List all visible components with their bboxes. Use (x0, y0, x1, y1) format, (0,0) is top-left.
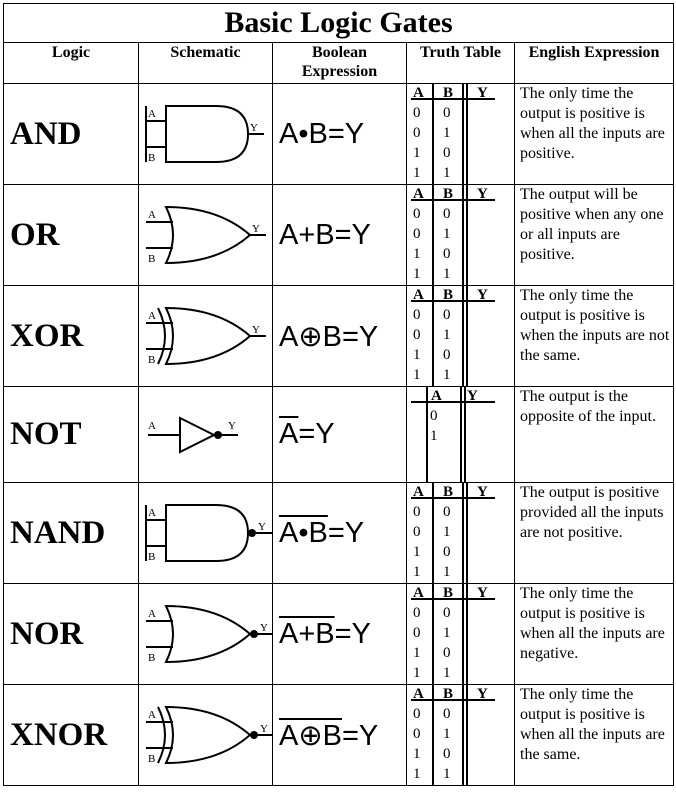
truth-cell-a: 0 (413, 726, 421, 742)
truth-cell-b: 0 (443, 145, 451, 161)
pin-label-a: A (147, 209, 156, 221)
truth-cell-a: 1 (413, 246, 421, 262)
truth-table-cell (407, 685, 515, 786)
truth-cell-a: 0 (413, 524, 421, 540)
pin-label-b: B (147, 551, 155, 563)
truth-cell-b: 1 (443, 125, 451, 141)
gate-name: OR (4, 185, 139, 286)
english-expression: The only time the output is positive is when the inputs are not the same. (515, 286, 674, 387)
truth-col-a: A (413, 686, 424, 702)
gate-row-and (4, 84, 674, 185)
boolean-expression (273, 584, 407, 685)
truth-col-a: A (431, 388, 442, 404)
truth-cell-b: 1 (443, 726, 451, 742)
pin-label-a: A (147, 608, 156, 620)
gate-schematic (139, 387, 273, 483)
english-expression: The output is positive provided all the inputs are not positive. (515, 483, 674, 584)
nand-gate-symbol (140, 492, 272, 574)
truth-table-cell (407, 185, 515, 286)
gate-row-nor (4, 584, 674, 685)
truth-col-a: A (413, 186, 424, 202)
xor-truth-table (407, 286, 514, 386)
xnor-truth-table (407, 685, 514, 785)
header-logic: Logic (4, 43, 139, 84)
header-boolean-expression: Boolean Expression (273, 43, 407, 84)
pin-label-b: B (147, 652, 155, 664)
truth-cell-b: 0 (443, 605, 451, 621)
truth-cell-a: 1 (430, 428, 438, 444)
gate-schematic (139, 286, 273, 387)
truth-cell-a: 1 (413, 367, 421, 383)
inversion-bubble (250, 630, 258, 638)
english-expression: The output is the opposite of the input. (515, 387, 674, 483)
truth-cell-a: 0 (413, 226, 421, 242)
pin-label-a: A (147, 310, 156, 322)
english-expression: The only time the output is positive is when all the inputs are positive. (515, 84, 674, 185)
truth-cell-a: 0 (413, 307, 421, 323)
sheet-title: Basic Logic Gates (4, 4, 674, 43)
truth-cell-a: 0 (413, 206, 421, 222)
truth-col-a: A (413, 287, 424, 303)
pin-label-y: Y (227, 419, 236, 432)
truth-col-b: B (443, 287, 454, 303)
gate-schematic (139, 84, 273, 185)
gate-schematic (139, 185, 273, 286)
english-expression: The only time the output is positive is when all the inputs are the same. (515, 685, 674, 786)
boolean-expression (273, 84, 407, 185)
boolean-expression (273, 483, 407, 584)
truth-cell-b: 0 (443, 246, 451, 262)
truth-cell-a: 1 (413, 347, 421, 363)
header-english-expression: English Expression (515, 43, 674, 84)
truth-cell-b: 1 (443, 665, 451, 681)
gate-row-nand (4, 483, 674, 584)
truth-cell-a: 0 (413, 706, 421, 722)
truth-cell-b: 0 (443, 746, 451, 762)
truth-cell-b: 0 (443, 706, 451, 722)
truth-cell-b: 0 (443, 645, 451, 661)
truth-col-y: Y (477, 585, 488, 601)
not-gate-symbol (140, 394, 272, 476)
truth-cell-a: 0 (413, 327, 421, 343)
truth-col-b: B (443, 686, 454, 702)
logic-gates-table (3, 3, 674, 786)
truth-table-cell (407, 483, 515, 584)
truth-cell-b: 1 (443, 766, 451, 782)
gate-name: NAND (4, 483, 139, 584)
truth-table-cell (407, 84, 515, 185)
truth-cell-b: 1 (443, 564, 451, 580)
or-gate-symbol (140, 194, 272, 276)
truth-cell-a: 1 (413, 165, 421, 181)
truth-table-cell (407, 584, 515, 685)
expression-post: =Y (298, 418, 335, 450)
truth-cell-a: 0 (413, 105, 421, 121)
truth-col-y: Y (477, 186, 488, 202)
truth-cell-b: 1 (443, 327, 451, 343)
nor-gate-symbol (140, 593, 272, 675)
expression-pre: A•B (279, 117, 328, 150)
expression-post: =Y (341, 719, 379, 752)
truth-cell-a: 0 (413, 125, 421, 141)
truth-cell-b: 0 (443, 105, 451, 121)
truth-cell-b: 0 (443, 307, 451, 323)
truth-cell-a: 0 (413, 625, 421, 641)
header-schematic: Schematic (139, 43, 273, 84)
nand-truth-table (407, 483, 514, 583)
truth-cell-b: 1 (443, 367, 451, 383)
expression-post: =Y (327, 117, 365, 150)
truth-col-y: Y (477, 484, 488, 500)
gate-name: XNOR (4, 685, 139, 786)
pin-label-a: A (147, 419, 156, 432)
pin-label-y: Y (249, 122, 258, 134)
expression-pre: A⊕B (279, 320, 342, 353)
truth-cell-a: 0 (413, 605, 421, 621)
truth-col-y: Y (477, 85, 488, 101)
xnor-gate-symbol (140, 694, 272, 776)
truth-cell-a: 0 (413, 504, 421, 520)
pin-label-y: Y (257, 521, 266, 533)
pin-label-y: Y (259, 723, 268, 735)
truth-col-b: B (443, 186, 454, 202)
gate-schematic (139, 685, 273, 786)
expression-post: =Y (327, 516, 365, 549)
truth-col-a: A (413, 585, 424, 601)
truth-cell-b: 1 (443, 625, 451, 641)
truth-cell-a: 1 (413, 746, 421, 762)
gate-name: NOT (4, 387, 139, 483)
expression-post: =Y (341, 320, 379, 353)
truth-cell-b: 1 (443, 226, 451, 242)
expression-over: A⊕B (279, 719, 342, 752)
truth-cell-b: 1 (443, 165, 451, 181)
truth-cell-b: 0 (443, 504, 451, 520)
truth-col-y: Y (477, 287, 488, 303)
pin-label-a: A (147, 709, 156, 721)
pin-label-a: A (147, 507, 156, 519)
pin-label-y: Y (251, 223, 260, 235)
truth-cell-a: 1 (413, 645, 421, 661)
boolean-expression (273, 685, 407, 786)
truth-col-y: Y (477, 686, 488, 702)
and-gate-symbol (140, 93, 272, 175)
truth-cell-a: 1 (413, 145, 421, 161)
expression-over: A•B (279, 516, 328, 549)
gate-row-not (4, 387, 674, 483)
xor-gate-symbol (140, 295, 272, 377)
expression-pre: A+B (279, 218, 335, 251)
pin-label-b: B (147, 354, 155, 366)
truth-col-a: A (413, 85, 424, 101)
and-truth-table (407, 84, 514, 184)
truth-col-b: B (443, 585, 454, 601)
truth-cell-a: 1 (413, 665, 421, 681)
truth-cell-a: 0 (430, 408, 438, 424)
boolean-expression (273, 286, 407, 387)
header-truth-table: Truth Table (407, 43, 515, 84)
truth-cell-b: 0 (443, 206, 451, 222)
gate-row-xor (4, 286, 674, 387)
truth-table-cell (407, 286, 515, 387)
gate-name: NOR (4, 584, 139, 685)
inversion-bubble (250, 731, 258, 739)
logic-gates-sheet (3, 3, 673, 790)
truth-cell-a: 1 (413, 266, 421, 282)
truth-table-cell (407, 387, 515, 483)
nor-truth-table (407, 584, 514, 684)
or-truth-table (407, 185, 514, 285)
gate-name: XOR (4, 286, 139, 387)
pin-label-b: B (147, 253, 155, 265)
pin-label-y: Y (259, 622, 268, 634)
gate-name: AND (4, 84, 139, 185)
expression-over: $\overline{A}$ (279, 418, 299, 450)
inversion-bubble (214, 431, 222, 439)
truth-col-y: Y (467, 388, 478, 404)
expression-over: A+B (279, 617, 335, 650)
gate-row-xnor (4, 685, 674, 786)
english-expression: The output will be positive when any one or all inputs are positive. (515, 185, 674, 286)
truth-cell-b: 1 (443, 266, 451, 282)
boolean-expression (273, 185, 407, 286)
truth-col-a: A (413, 484, 424, 500)
not-truth-table (407, 387, 514, 482)
english-expression: The only time the output is positive is when all the inputs are negative. (515, 584, 674, 685)
truth-cell-a: 1 (413, 544, 421, 560)
pin-label-y: Y (251, 324, 260, 336)
inversion-bubble (248, 529, 256, 537)
gate-schematic (139, 483, 273, 584)
truth-cell-a: 1 (413, 766, 421, 782)
truth-col-b: B (443, 85, 454, 101)
gate-row-or (4, 185, 674, 286)
truth-cell-a: 1 (413, 564, 421, 580)
expression-post: =Y (334, 617, 371, 650)
pin-label-b: B (147, 753, 155, 765)
truth-cell-b: 1 (443, 524, 451, 540)
truth-cell-b: 0 (443, 544, 451, 560)
truth-cell-b: 0 (443, 347, 451, 363)
truth-col-b: B (443, 484, 454, 500)
gate-schematic (139, 584, 273, 685)
pin-label-a: A (147, 108, 156, 120)
pin-label-b: B (147, 152, 155, 164)
boolean-expression (273, 387, 407, 483)
expression-post: =Y (334, 218, 371, 251)
